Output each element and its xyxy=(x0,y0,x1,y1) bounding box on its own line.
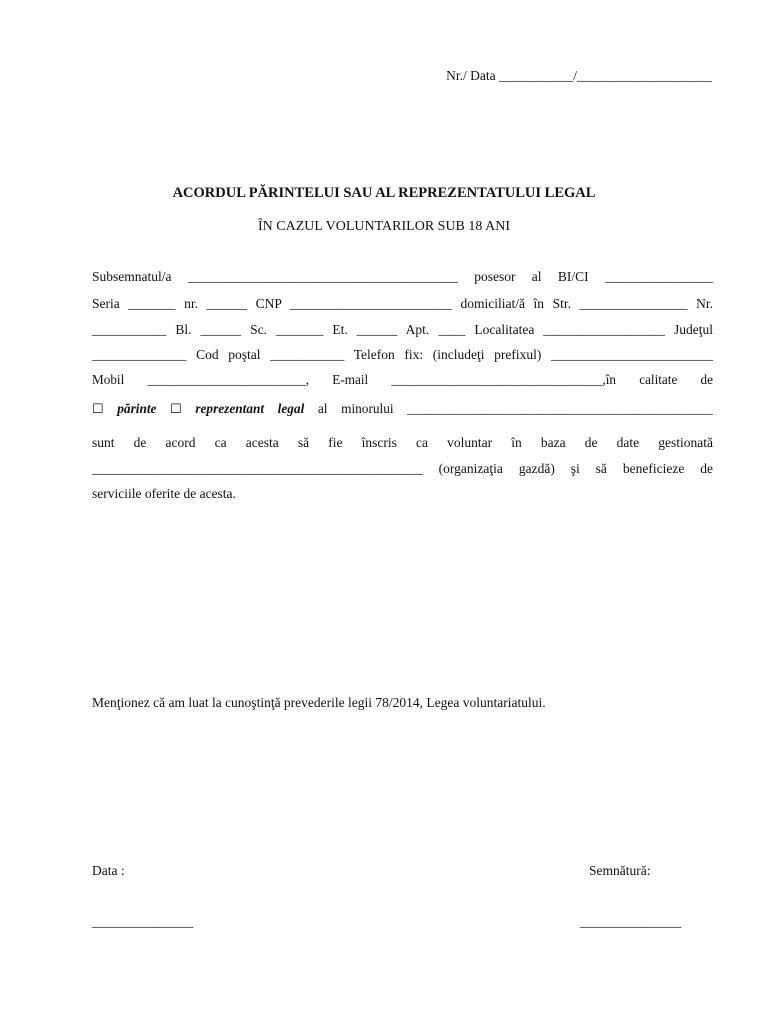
registration-number-date: Nr./ Data ___________/____________________ xyxy=(446,68,712,83)
law-mention: Menţionez că am luat la cunoştinţă prevederile legii 78/2014, Legea voluntariatului. xyxy=(92,695,546,710)
form-line-address-locality: ___________ Bl. ______ Sc. _______ Et. ______ Apt. ____ Localitatea __________________ Judeţul xyxy=(92,322,713,337)
form-line-services: serviciile oferite de acesta. xyxy=(92,486,236,501)
form-line-consent: sunt de acord ca acesta să fie înscris ca voluntar în baza de date gestionată xyxy=(92,435,713,450)
form-line-series-cnp-street: Seria _______ nr. ______ CNP ________________________ domiciliat/ă în Str. ________________ Nr. xyxy=(92,296,713,311)
checkbox-legal-representative[interactable]: ☐ xyxy=(170,401,182,416)
option-parent-label: părinte xyxy=(117,401,157,416)
form-line-host-organization: _________________________________________________ (organizaţia gazdă) şi să beneficieze de xyxy=(92,461,713,476)
form-line-postal-phone: ______________ Cod poştal ___________ Telefon fix: (includeţi prefixul) ________________________ xyxy=(92,347,713,362)
document-title: ACORDUL PĂRINTELUI SAU AL REPREZENTATULUI LEGAL xyxy=(172,185,596,201)
option-legal-representative-label: reprezentant legal xyxy=(195,401,305,416)
signature-label: Semnătură: xyxy=(589,863,651,878)
form-line-capacity xyxy=(92,401,713,417)
signature-field-line: _______________ xyxy=(580,914,682,929)
date-label: Data : xyxy=(92,863,125,878)
form-line-name-id: Subsemnatul/a ________________________________________ posesor al BI/CI ________________ xyxy=(92,269,713,284)
form-line-mobile-email: Mobil ________________________, E-mail ________________________________,în calitate de xyxy=(92,372,713,387)
checkbox-parent[interactable]: ☐ xyxy=(92,401,104,416)
minor-field: al minorului ______________________________________________ xyxy=(317,401,713,416)
document-subtitle: ÎN CAZUL VOLUNTARILOR SUB 18 ANI xyxy=(257,219,511,234)
date-field-line: _______________ xyxy=(92,914,194,929)
